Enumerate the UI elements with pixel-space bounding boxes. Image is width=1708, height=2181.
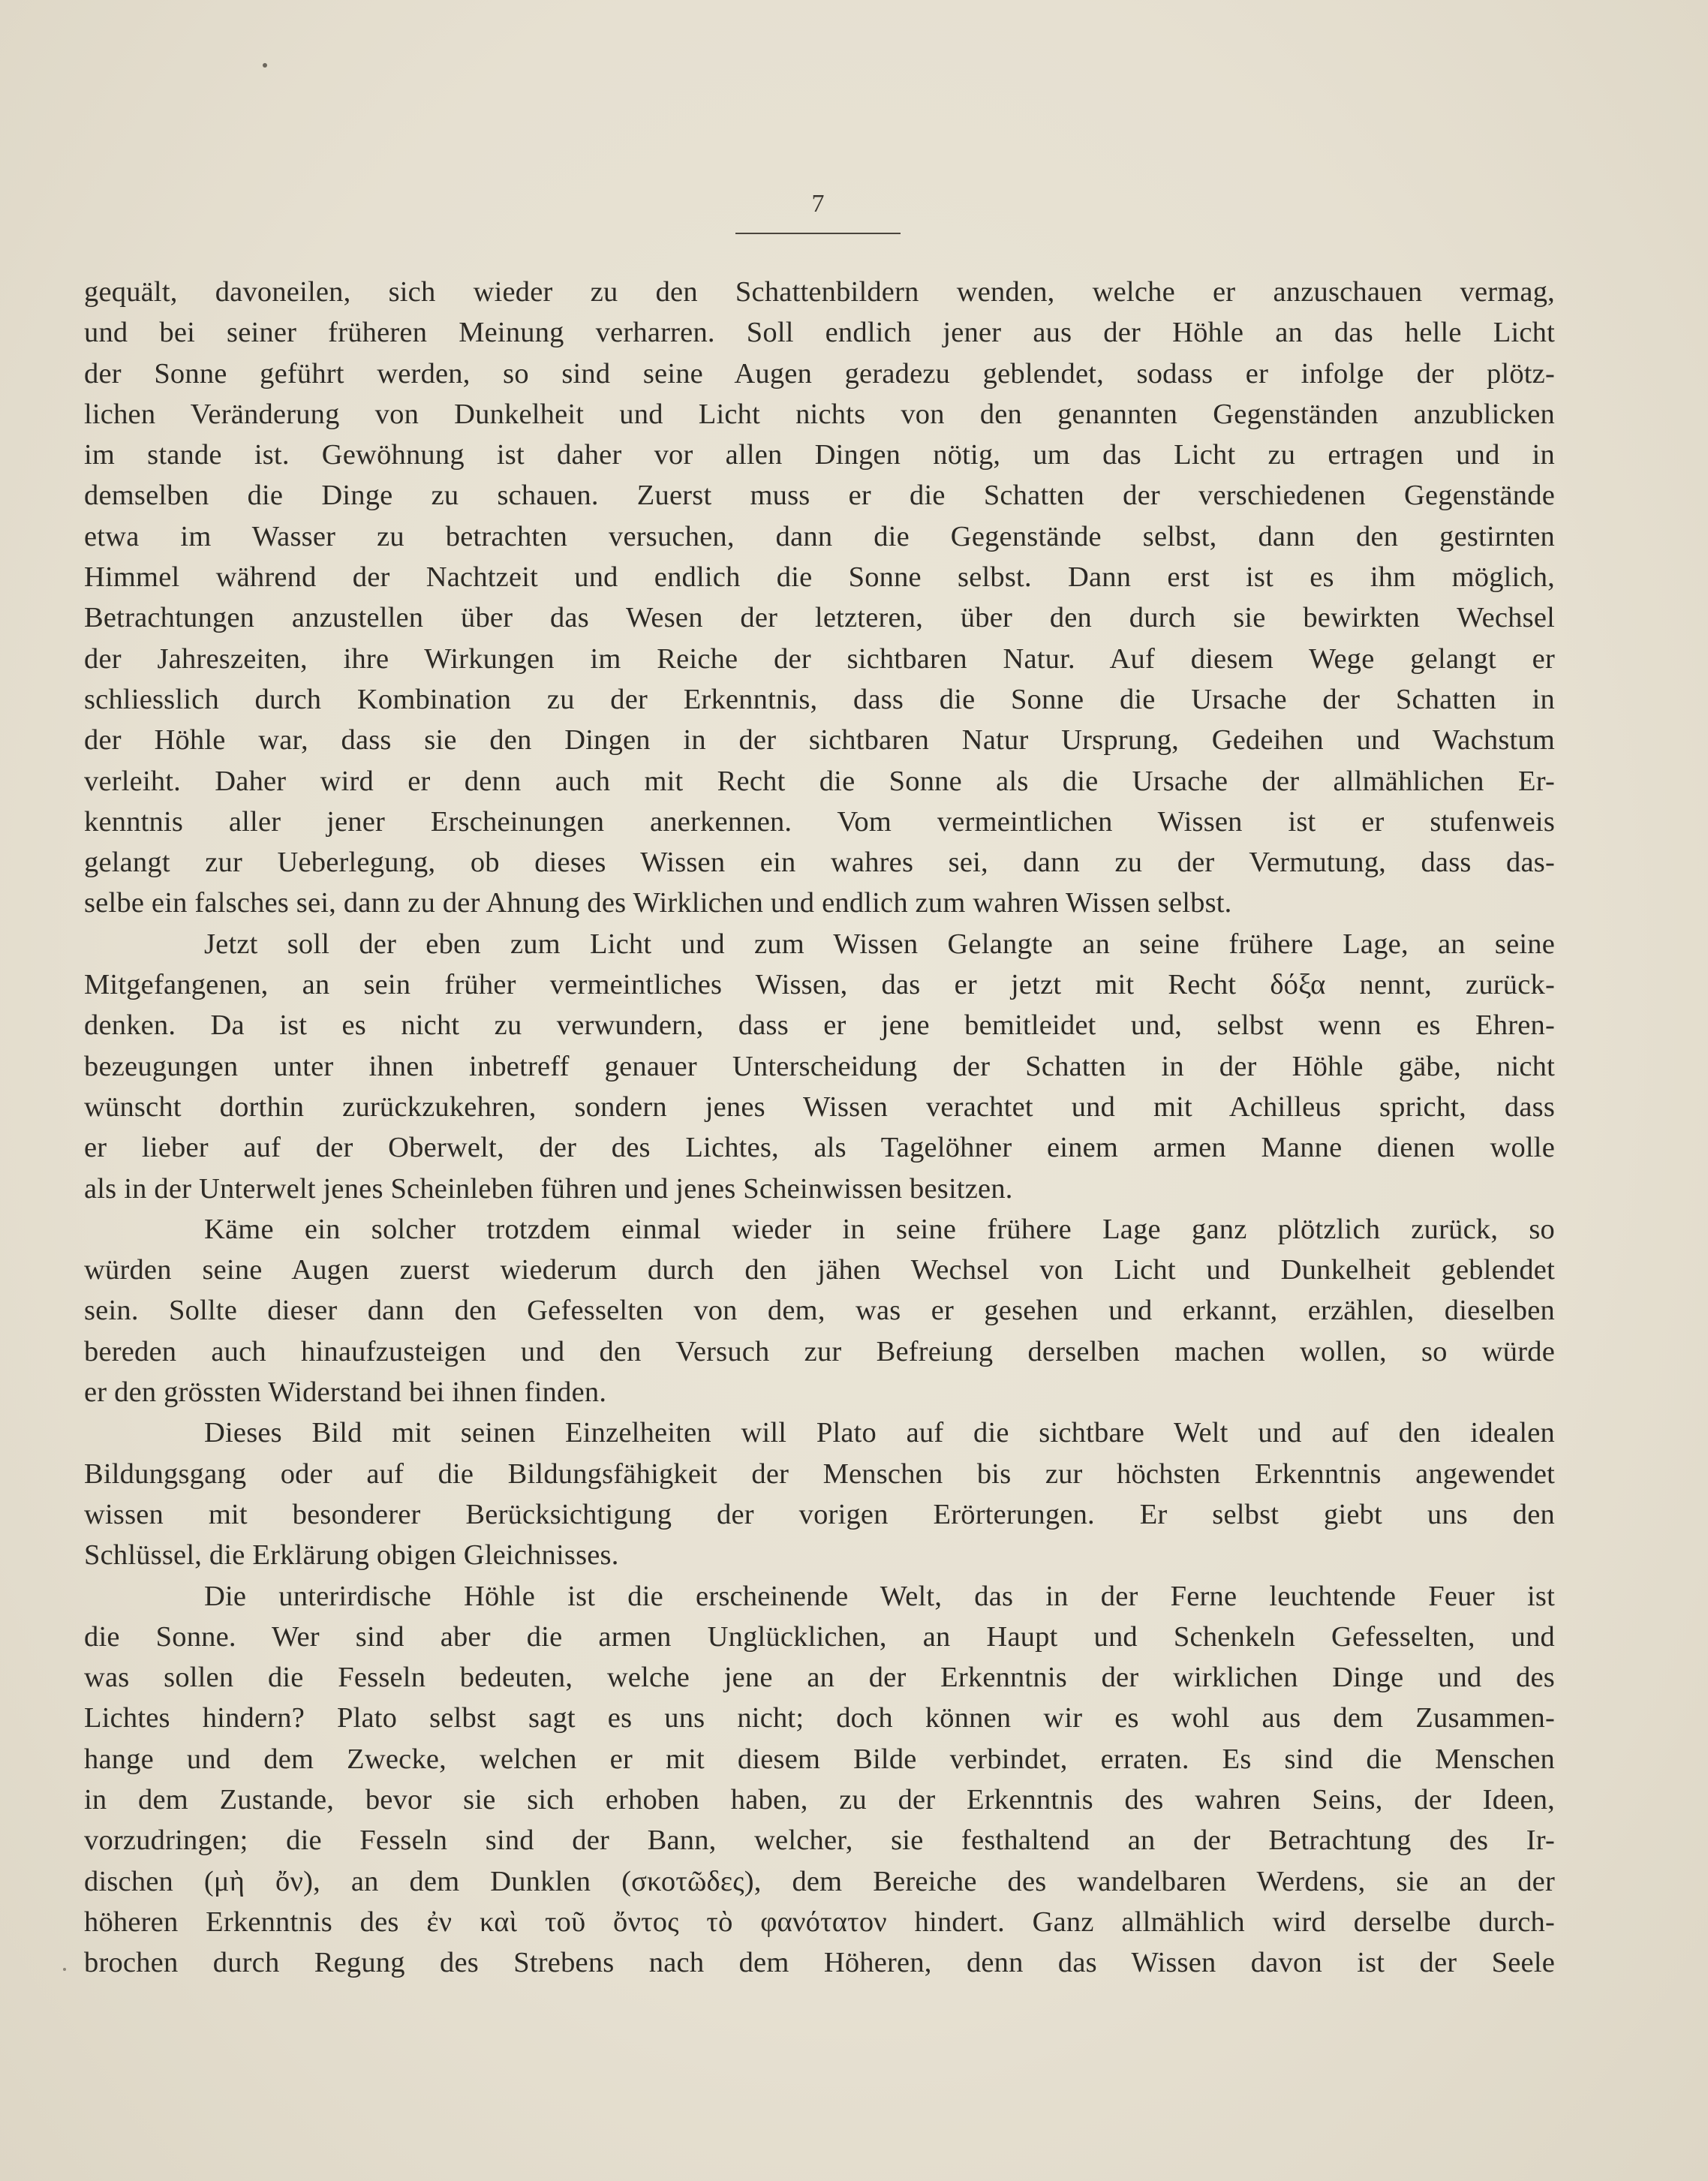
text-line: bezeugungen unter ihnen inbetreff genauer Unterscheidung der Schatten in der Höhle gäbe, nicht xyxy=(84,1050,1555,1082)
text-line: Jetzt soll der eben zum Licht und zum Wissen Gelangte an seine frühere Lage, an seine xyxy=(204,928,1555,960)
text-line: würden seine Augen zuerst wiederum durch den jähen Wechsel von Licht und Dunkelheit geblendet xyxy=(84,1254,1555,1286)
text-line: in dem Zustande, bevor sie sich erhoben haben, zu der Erkenntnis des wahren Seins, der Ideen, xyxy=(84,1783,1555,1815)
text-line: schliesslich durch Kombination zu der Erkenntnis, dass die Sonne die Ursache der Schatten in xyxy=(84,683,1555,715)
text-line: vorzudringen; die Fesseln sind der Bann, welcher, sie festhaltend an der Betrachtung des Ir- xyxy=(84,1825,1555,1857)
text-line: er lieber auf der Oberwelt, der des Lichtes, als Tagelöhner einem armen Manne dienen wolle xyxy=(84,1132,1555,1164)
page-number: 7 xyxy=(811,190,825,218)
text-line: was sollen die Fesseln bedeuten, welche jene an der Erkenntnis der wirklichen Dinge und des xyxy=(84,1662,1555,1694)
text-line: hange und dem Zwecke, welchen er mit diesem Bilde verbindet, erraten. Es sind die Menschen xyxy=(84,1743,1555,1775)
text-line: bereden auch hinaufzusteigen und den Versuch zur Befreiung derselben machen wollen, so würde xyxy=(84,1335,1555,1367)
page-number-rule xyxy=(735,233,901,234)
text-line: und bei seiner früheren Meinung verharren. Soll endlich jener aus der Höhle an das helle Licht xyxy=(84,317,1555,349)
text-line: brochen durch Regung des Strebens nach dem Höheren, denn das Wissen davon ist der Seele xyxy=(84,1947,1555,1979)
text-line: gequält, davoneilen, sich wieder zu den Schattenbildern wenden, welche er anzuschauen vermag, xyxy=(84,276,1555,308)
text-line: Schlüssel, die Erklärung obigen Gleichnisses. xyxy=(84,1539,619,1572)
text-line: der Höhle war, dass sie den Dingen in der sichtbaren Natur Ursprung, Gedeihen und Wachstum xyxy=(84,724,1555,757)
text-line: Die unterirdische Höhle ist die erscheinende Welt, das in der Ferne leuchtende Feuer ist xyxy=(204,1580,1555,1612)
text-line: dischen (μὴ ὄν), an dem Dunklen (σκοτῶδες), dem Bereiche des wandelbaren Werdens, sie an der xyxy=(84,1865,1555,1897)
text-line: Betrachtungen anzustellen über das Wesen der letzteren, über den durch sie bewirkten Wechsel xyxy=(84,602,1555,634)
text-line: kenntnis aller jener Erscheinungen anerkennen. Vom vermeintlichen Wissen ist er stufenweis xyxy=(84,805,1555,838)
text-line: lichen Veränderung von Dunkelheit und Licht nichts von den genannten Gegenständen anzublicken xyxy=(84,398,1555,430)
text-line: der Sonne geführt werden, so sind seine Augen geradezu geblendet, sodass er infolge der plötz- xyxy=(84,357,1555,390)
text-line: sein. Sollte dieser dann den Gefesselten von dem, was er gesehen und erkannt, erzählen, dieselben xyxy=(84,1295,1555,1327)
text-line: denken. Da ist es nicht zu verwundern, dass er jene bemitleidet und, selbst wenn es Ehren- xyxy=(84,1009,1555,1042)
text-line: im stande ist. Gewöhnung ist daher vor allen Dingen nötig, um das Licht zu ertragen und in xyxy=(84,439,1555,471)
text-line: Mitgefangenen, an sein früher vermeintliches Wissen, das er jetzt mit Recht δόξα nennt, zurück- xyxy=(84,969,1555,1001)
text-line: Lichtes hindern? Plato selbst sagt es uns nicht; doch können wir es wohl aus dem Zusammen- xyxy=(84,1702,1555,1734)
text-line: demselben die Dinge zu schauen. Zuerst muss er die Schatten der verschiedenen Gegenstände xyxy=(84,480,1555,512)
text-line: wissen mit besonderer Berücksichtigung der vorigen Erörterungen. Er selbst giebt uns den xyxy=(84,1498,1555,1530)
text-line: Himmel während der Nachtzeit und endlich die Sonne selbst. Dann erst ist es ihm möglich, xyxy=(84,561,1555,594)
text-line: etwa im Wasser zu betrachten versuchen, dann die Gegenstände selbst, dann den gestirnten xyxy=(84,520,1555,552)
body-text xyxy=(84,272,1555,1983)
text-line: als in der Unterwelt jenes Scheinleben führen und jenes Scheinwissen besitzen. xyxy=(84,1172,1013,1205)
text-line: Käme ein solcher trotzdem einmal wieder in seine frühere Lage ganz plötzlich zurück, so xyxy=(204,1213,1555,1245)
text-line: höheren Erkenntnis des ἐν καὶ τοῦ ὄντος τὸ φανότατον hindert. Ganz allmählich wird derselbe durch- xyxy=(84,1906,1555,1938)
text-line: der Jahreszeiten, ihre Wirkungen im Reiche der sichtbaren Natur. Auf diesem Wege gelangt er xyxy=(84,642,1555,675)
text-line: gelangt zur Ueberlegung, ob dieses Wissen ein wahres sei, dann zu der Vermutung, dass das- xyxy=(84,847,1555,879)
paper-blemish xyxy=(63,1968,66,1971)
text-line: selbe ein falsches sei, dann zu der Ahnung des Wirklichen und endlich zum wahren Wissen selbst. xyxy=(84,887,1232,919)
text-line: Dieses Bild mit seinen Einzelheiten will Plato auf die sichtbare Welt und auf den idealen xyxy=(204,1417,1555,1449)
text-line: er den grössten Widerstand bei ihnen finden. xyxy=(84,1376,607,1409)
text-line: Bildungsgang oder auf die Bildungsfähigkeit der Menschen bis zur höchsten Erkenntnis angewendet xyxy=(84,1458,1555,1490)
print-speck xyxy=(263,63,267,68)
text-line: die Sonne. Wer sind aber die armen Unglücklichen, an Haupt und Schenkeln Gefesselten, und xyxy=(84,1620,1555,1653)
text-line: verleiht. Daher wird er denn auch mit Recht die Sonne als die Ursache der allmählichen Er- xyxy=(84,765,1555,797)
text-line: wünscht dorthin zurückzukehren, sondern jenes Wissen verachtet und mit Achilleus spricht, dass xyxy=(84,1090,1555,1123)
